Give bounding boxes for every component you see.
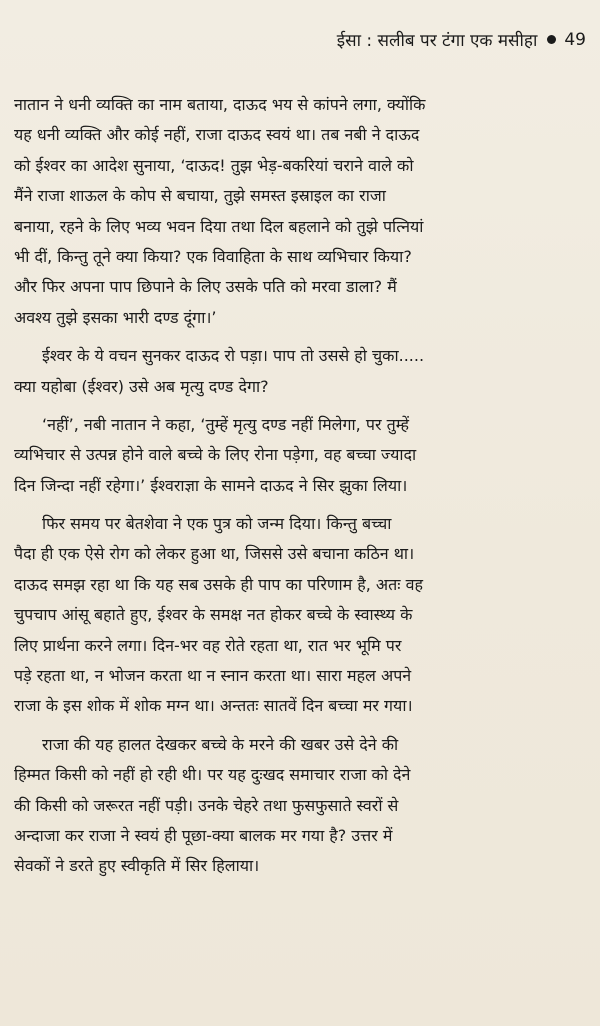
paragraph-3 bbox=[14, 410, 588, 501]
text-line: पड़े रहता था, न भोजन करता था न स्नान करता था। सारा महल अपने bbox=[14, 666, 412, 686]
text-line: लिए प्रार्थना करने लगा। दिन-भर वह रोते रहता था, रात भर भूमि पर bbox=[14, 635, 402, 655]
paragraph-2 bbox=[14, 341, 588, 402]
text-line: राजा की यह हालत देखकर बच्चे के मरने की खबर उसे देने की bbox=[42, 734, 399, 754]
text-line: मैंने राजा शाऊल के कोप से बचाया, तुझे समस्त इस्राइल का राजा bbox=[14, 186, 386, 206]
body-text bbox=[14, 90, 588, 890]
text-line: चुपचाप आंसू बहाते हुए, ईश्वर के समक्ष नत होकर बच्चे के स्वास्थ्य के bbox=[14, 605, 413, 625]
text-line: ईश्वर के ये वचन सुनकर दाऊद रो पड़ा। पाप तो उससे हो चुका..... bbox=[42, 346, 425, 366]
text-line: क्या यहोबा (ईश्वर) उसे अब मृत्यु दण्ड देगा? bbox=[14, 376, 269, 396]
running-header bbox=[337, 28, 586, 51]
text-line: पैदा ही एक ऐसे रोग को लेकर हुआ था, जिससे उसे बचाना कठिन था। bbox=[14, 544, 415, 564]
text-line: यह धनी व्यक्ति और कोई नहीं, राजा दाऊद स्वयं था। तब नबी ने दाऊद bbox=[14, 125, 420, 145]
text-line: राजा के इस शोक में शोक मग्न था। अन्ततः सातवें दिन बच्चा मर गया। bbox=[14, 696, 413, 716]
text-line: नातान ने धनी व्यक्ति का नाम बताया, दाऊद भय से कांपने लगा, क्योंकि bbox=[14, 95, 426, 114]
text-line: और फिर अपना पाप छिपाने के लिए उसके पति को मरवा डाला? मैं bbox=[14, 277, 397, 297]
chapter-title: ईसा : सलीब पर टंगा एक मसीहा bbox=[336, 31, 538, 51]
paragraph-5 bbox=[14, 730, 588, 882]
text-line: अन्दाजा कर राजा ने स्वयं ही पूछा-क्या बालक मर गया है? उत्तर में bbox=[14, 825, 393, 845]
text-line: की किसी को जरूरत नहीं पड़ी। उनके चेहरे तथा फुसफुसाते स्वरों से bbox=[14, 795, 399, 815]
text-line: हिम्मत किसी को नहीं हो रही थी। पर यह दुःखद समाचार राजा को देने bbox=[14, 765, 411, 785]
text-line: फिर समय पर बेतशेवा ने एक पुत्र को जन्म दिया। किन्तु बच्चा bbox=[42, 514, 392, 534]
text-line: अवश्य तुझे इसका भारी दण्ड दूंगा।’ bbox=[14, 307, 217, 327]
text-line: व्यभिचार से उत्पन्न होने वाले बच्चे के लिए रोना पड़ेगा, वह बच्चा ज्यादा bbox=[14, 445, 417, 465]
text-line: भी दीं, किन्तु तूने क्या किया? एक विवाहिता के साथ व्यभिचार किया? bbox=[14, 246, 412, 266]
paragraph-1 bbox=[14, 90, 588, 333]
bullet-separator bbox=[547, 35, 556, 44]
text-line: दिन जिन्दा नहीं रहेगा।’ ईश्वराज्ञा के सामने दाऊद ने सिर झुका लिया। bbox=[14, 475, 408, 495]
text-line: दाऊद समझ रहा था कि यह सब उसके ही पाप का परिणाम है, अतः वह bbox=[14, 574, 423, 594]
paragraph-4 bbox=[14, 509, 588, 722]
text-line: ‘नहीं’, नबी नातान ने कहा, ‘तुम्हें मृत्यु दण्ड नहीं मिलेगा, पर तुम्हें bbox=[42, 414, 410, 434]
text-line: बनाया, रहने के लिए भव्य भवन दिया तथा दिल बहलाने को तुझे पत्नियां bbox=[14, 216, 424, 236]
text-line: को ईश्वर का आदेश सुनाया, ‘दाऊद! तुझ भेड़-बकरियां चराने वाले को bbox=[14, 155, 414, 175]
text-line: सेवकों ने डरते हुए स्वीकृति में सिर हिलाया। bbox=[14, 856, 260, 876]
page-number: 49 bbox=[564, 29, 586, 50]
